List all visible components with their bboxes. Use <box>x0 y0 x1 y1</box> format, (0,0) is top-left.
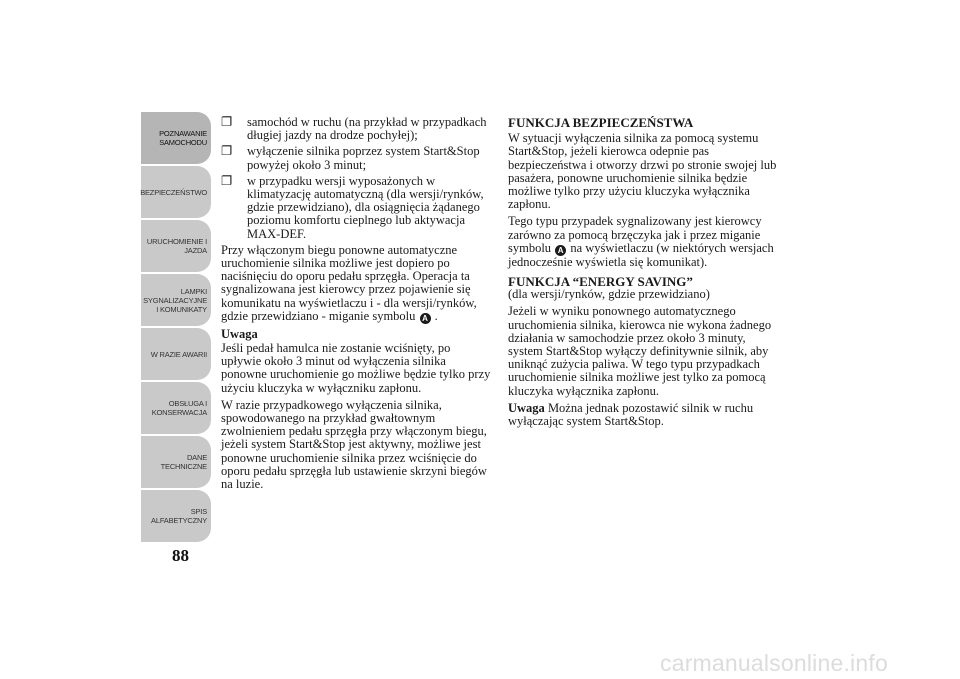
section-heading: FUNKCJA “ENERGY SAVING” <box>508 274 693 290</box>
chapter-tabs <box>141 112 211 544</box>
note-label: Uwaga <box>508 400 545 415</box>
right-column <box>508 116 778 432</box>
paragraph: Jeśli pedał hamulca nie zostanie wciśnięty, po upływie około 3 minut od wyłączenia silnika ponowne uruchomienie go możliwe będzie tylko przy użyciu kluczyka w wyłączniku zapłonu. <box>221 341 491 395</box>
paragraph-text: Tego typu przypadek sygnalizowany jest kierowcy zarówno za pomocą brzęczyka jak i przez miganie symbolu <box>508 214 762 255</box>
section-heading: FUNKCJA BEZPIECZEŃSTWA <box>508 115 694 130</box>
start-stop-symbol-icon: A <box>420 313 431 324</box>
tab-spis-alfabetyczny[interactable]: SPIS ALFABETYCZNY <box>141 490 211 542</box>
checkbox-bullet-icon: ❐ <box>221 173 233 188</box>
list-item <box>221 116 491 142</box>
tab-lampki-sygnalizacyjne[interactable]: LAMPKI SYGNALIZACYJNE I KOMUNIKATY <box>141 274 211 326</box>
list-item-text: w przypadku wersji wyposażonych w klimatyzację automatyczną (dla wersji/rynków, gdzie przewidziano), dla osiągnięcia żądanego poziomu komfortu cieplnego lub aktywacja MAX-DEF. <box>247 173 484 241</box>
section-subheading: (dla wersji/rynków, gdzie przewidziano) <box>508 287 710 302</box>
list-item-text: samochód w ruchu (na przykład w przypadkach długiej jazdy na drodze pochyłej); <box>247 115 487 143</box>
paragraph <box>508 402 778 428</box>
paragraph-text: na wyświetlaczu (w niektórych wersjach jednocześnie wyświetla się komunikat). <box>508 240 774 269</box>
start-stop-symbol-icon: A <box>555 245 566 256</box>
paragraph <box>508 215 778 269</box>
paragraph <box>221 244 491 324</box>
tab-poznawanie-samochodu[interactable]: POZNAWANIE SAMOCHODU <box>141 112 211 164</box>
list-item-text: wyłączenie silnika poprzez system Start&Stop powyżej około 3 minut; <box>247 144 480 172</box>
paragraph-text: Przy włączonym biegu ponowne automatyczne uruchomienie silnika możliwe jest dopiero po naciśnięciu do oporu pedału sprzęgła. Operacja ta sygnalizowana jest kierowcy przez pojawienie się komunikatu na wyświetlaczu i - dla wersji/rynków, gdzie przewidziano - miganie symbolu <box>221 242 477 323</box>
paragraph-text: . <box>434 308 438 323</box>
tab-dane-techniczne[interactable]: DANE TECHNICZNE <box>141 436 211 488</box>
paragraph: W sytuacji wyłączenia silnika za pomocą systemu Start&Stop, jeżeli kierowca odepnie pas bezpieczeństwa i otworzy drzwi po stronie swojej lub pasażera, ponowne uruchomienie silnika będzie możliwe tylko przy użyciu kluczyka wyłącznika zapłonu. <box>508 131 777 212</box>
watermark: carmanualsonline.info <box>660 650 888 676</box>
page-number: 88 <box>172 546 189 565</box>
checkbox-bullet-icon: ❐ <box>221 144 233 159</box>
list-item <box>221 145 491 171</box>
tab-w-razie-awarii[interactable]: W RAZIE AWARII <box>141 328 211 380</box>
left-column <box>221 116 491 495</box>
paragraph-text: Można jednak pozostawić silnik w ruchu wyłączając system Start&Stop. <box>508 400 754 429</box>
note-label: Uwaga <box>221 326 258 341</box>
tab-uruchomienie-i-jazda[interactable]: URUCHOMIENIE I JAZDA <box>141 220 211 272</box>
list-item <box>221 175 491 241</box>
paragraph: W razie przypadkowego wyłączenia silnika, spowodowanego na przykład gwałtownym zwolnieniem pedału sprzęgła przy włączonym biegu, jeżeli system Start&Stop jest aktywny, możliwe jest ponowne uruchomienie silnika przez wciśnięcie do oporu pedału sprzęgła lub ustawienie skrzyni biegów na luzie. <box>221 397 487 492</box>
tab-bezpieczenstwo[interactable]: BEZPIECZEŃSTWO <box>141 166 211 218</box>
paragraph: Jeżeli w wyniku ponownego automatycznego uruchomienia silnika, kierowca nie wykona żadnego działania w samochodzie przez około 3 minuty, system Start&Stop wyłączy definitywnie silnik, aby uniknąć zużycia paliwa. W tego typu przypadkach uruchomienie silnika możliwe jest tylko za pomocą kluczyka wyłącznika zapłonu. <box>508 304 772 398</box>
checkbox-bullet-icon: ❐ <box>221 115 233 129</box>
tab-obsluga-i-konserwacja[interactable]: OBSŁUGA I KONSERWACJA <box>141 382 211 434</box>
